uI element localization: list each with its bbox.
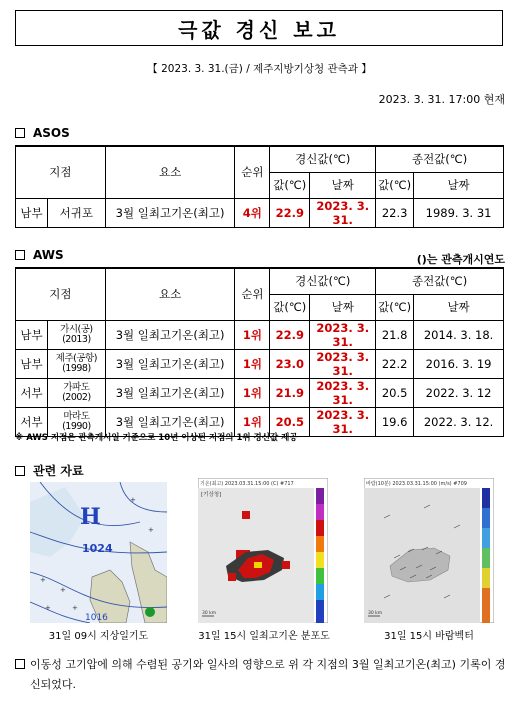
header-new: 경신값(℃) (270, 146, 376, 172)
region-cell: 서부 (16, 378, 48, 407)
new-date-cell: 2023. 3. 31. (310, 378, 376, 407)
site-cell: 마라도 (1990) (47, 407, 105, 436)
header-old-value: 값(℃) (376, 172, 414, 198)
figure-caption: 31일 15시 일최고기온 분포도 (198, 631, 330, 642)
new-date-cell: 2023. 3. 31. (310, 349, 376, 378)
table-row (16, 378, 504, 407)
old-date-cell: 2014. 3. 18. (414, 320, 504, 349)
site-cell: 가파도 (2002) (47, 378, 105, 407)
high-pressure-label: H (80, 504, 101, 530)
svg-text:+: + (148, 526, 154, 534)
report-title: 극값 경신 보고 (15, 10, 503, 46)
surface-weather-chart (30, 482, 167, 623)
svg-text:+: + (72, 604, 78, 612)
color-legend (316, 488, 324, 623)
header-site: 지점 (16, 268, 106, 320)
header-old: 종전값(℃) (376, 146, 504, 172)
report-time: 2023. 3. 31. 17:00 현재 (378, 93, 505, 106)
header-old-date: 날짜 (414, 172, 504, 198)
new-value-cell: 22.9 (270, 198, 310, 227)
map-header: 기온(최고) 2023.03.31.15:00 (C) #717 (200, 481, 294, 487)
svg-text:+: + (130, 496, 136, 504)
pressure-value-label: 1024 (82, 542, 113, 555)
map-header: 바람(10분) 2023.03.31.15:00 (m/s) #709 (366, 481, 467, 487)
scale-label: 30 km (368, 611, 383, 616)
aws-section-heading: AWS (15, 248, 64, 262)
header-element: 요소 (105, 146, 235, 198)
asos-section-heading: ASOS (15, 126, 70, 140)
header-element: 요소 (105, 268, 235, 320)
element-cell: 3월 일최고기온(최고) (105, 320, 235, 349)
rank-cell: 1위 (235, 378, 270, 407)
old-value-cell: 20.5 (376, 378, 414, 407)
rank-cell: 1위 (235, 349, 270, 378)
header-old: 종전값(℃) (376, 268, 504, 294)
figure-caption: 31일 15시 바람벡터 (384, 631, 474, 642)
old-date-cell: 2016. 3. 19 (414, 349, 504, 378)
aws-table (15, 267, 504, 437)
old-date-cell: 2022. 3. 12 (414, 378, 504, 407)
map-tag: [기상청] (201, 492, 222, 498)
new-value-cell: 23.0 (270, 349, 310, 378)
header-new-value: 값(℃) (270, 172, 310, 198)
new-value-cell: 22.9 (270, 320, 310, 349)
svg-text:+: + (45, 604, 51, 612)
old-value-cell: 22.2 (376, 349, 414, 378)
square-bullet-icon (15, 659, 25, 669)
header-new: 경신값(℃) (270, 268, 376, 294)
aws-footnote: ※ AWS 지점은 관측개시일 기준으로 10년 이상된 지점의 1위 경신값 제공 (15, 433, 298, 443)
region-cell: 남부 (16, 198, 48, 227)
asos-table (15, 145, 504, 228)
site-cell: 제주(공항) (1998) (47, 349, 105, 378)
element-cell: 3월 일최고기온(최고) (105, 407, 235, 436)
header-new-date: 날짜 (310, 294, 376, 320)
scale-label: 30 km (202, 611, 217, 616)
max-temperature-map (198, 478, 328, 623)
old-date-cell: 1989. 3. 31 (414, 198, 504, 227)
wind-vector-map (364, 478, 494, 623)
square-bullet-icon (15, 128, 25, 138)
color-legend (482, 488, 490, 623)
rank-cell: 4위 (235, 198, 270, 227)
svg-text:+: + (40, 576, 46, 584)
square-bullet-icon (15, 466, 25, 476)
table-row (16, 349, 504, 378)
old-value-cell: 22.3 (376, 198, 414, 227)
summary-text: 이동성 고기압에 의해 수렴된 공기와 일사의 영향으로 위 각 지점의 3월 일최고기온(최고) 기록이 경신되었다. (30, 658, 506, 691)
aws-note: ()는 관측개시연도 (416, 253, 505, 266)
region-cell: 남부 (16, 320, 48, 349)
site-cell: 서귀포 (47, 198, 105, 227)
region-cell: 남부 (16, 349, 48, 378)
element-cell: 3월 일최고기온(최고) (105, 349, 235, 378)
old-value-cell: 21.8 (376, 320, 414, 349)
old-date-cell: 2022. 3. 12. (414, 407, 504, 436)
header-new-date: 날짜 (310, 172, 376, 198)
header-old-value: 값(℃) (376, 294, 414, 320)
figure-caption: 31일 09시 지상일기도 (48, 631, 149, 642)
isobar-label: 1016 (85, 613, 108, 623)
header-old-date: 날짜 (414, 294, 504, 320)
new-value-cell: 20.5 (270, 407, 310, 436)
old-value-cell: 19.6 (376, 407, 414, 436)
header-site: 지점 (16, 146, 106, 198)
element-cell: 3월 일최고기온(최고) (105, 378, 235, 407)
materials-section-heading: 관련 자료 (15, 462, 84, 479)
element-cell: 3월 일최고기온(최고) (105, 198, 235, 227)
site-cell: 가시(공) (2013) (47, 320, 105, 349)
new-date-cell: 2023. 3. 31. (310, 320, 376, 349)
header-rank: 순위 (235, 268, 270, 320)
new-date-cell: 2023. 3. 31. (310, 407, 376, 436)
region-cell: 서부 (16, 407, 48, 436)
svg-text:+: + (60, 586, 66, 594)
new-date-cell: 2023. 3. 31. (310, 198, 376, 227)
square-bullet-icon (15, 250, 25, 260)
rank-cell: 1위 (235, 320, 270, 349)
header-rank: 순위 (235, 146, 270, 198)
new-value-cell: 21.9 (270, 378, 310, 407)
rank-cell: 1위 (235, 407, 270, 436)
table-row (16, 320, 504, 349)
header-new-value: 값(℃) (270, 294, 310, 320)
report-subtitle: 【 2023. 3. 31.(금) / 제주지방기상청 관측과 】 (147, 63, 372, 75)
table-row (16, 198, 504, 227)
